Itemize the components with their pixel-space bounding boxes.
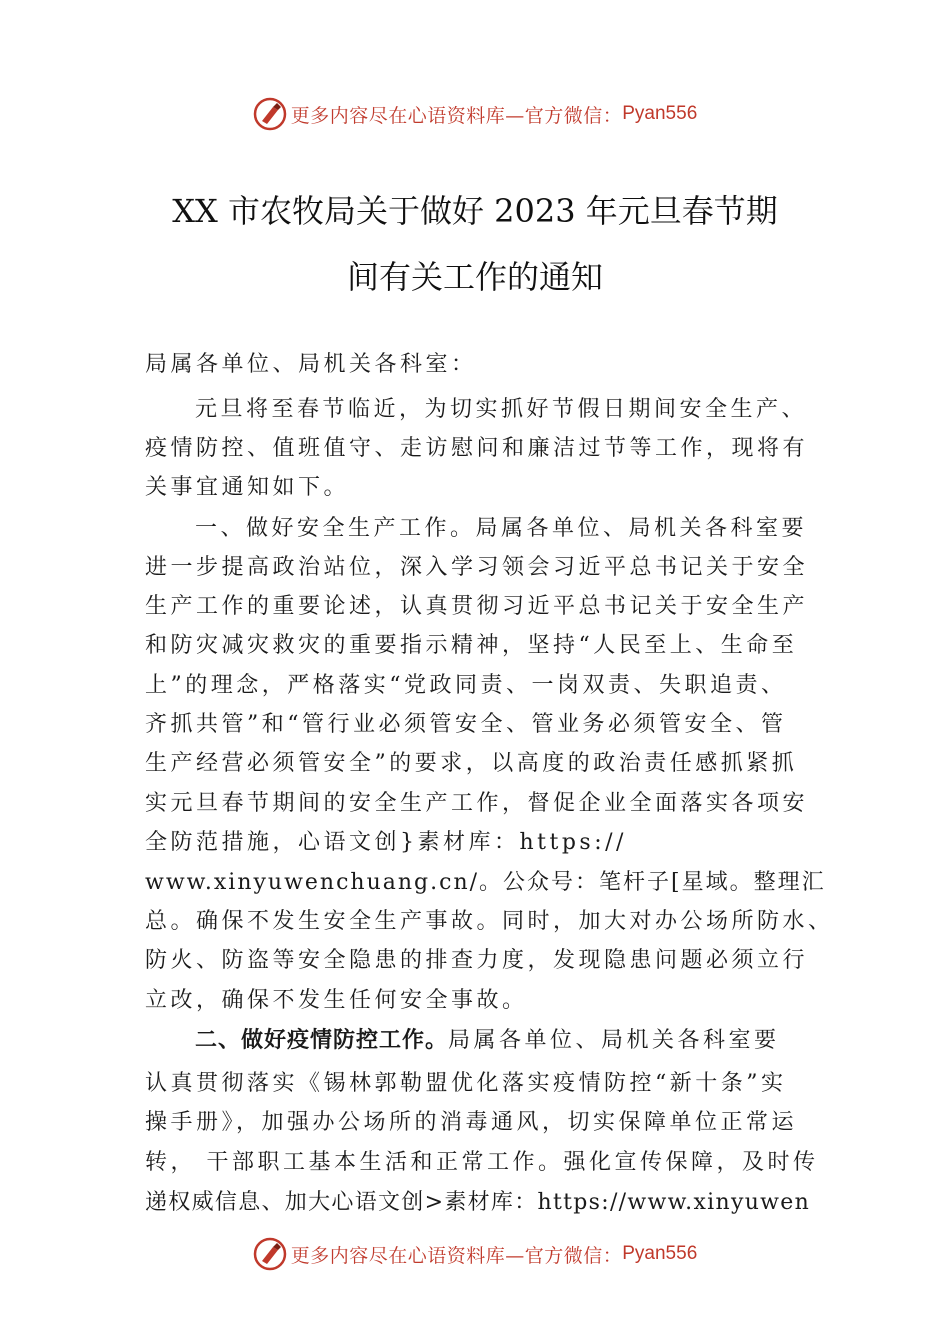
- body-line: 齐抓共管”和“管行业必须管安全、管业务必须管安全、管: [145, 712, 787, 737]
- body-line: 认真贯彻落实《锡林郭勒盟优化落实疫情防控“新十条”实: [145, 1071, 787, 1096]
- body-line: www.xinyuwenchuang.cn/。公众号：笔杆子[星域。整理汇: [145, 870, 826, 895]
- body-line: 生产工作的重要论述，认真贯彻习近平总书记关于安全生产: [145, 594, 809, 619]
- body-line: 转， 干部职工基本生活和正常工作。强化宣传保障，及时传: [145, 1150, 819, 1175]
- section-two-heading-rest: 局属各单位、局机关各科室要: [448, 1028, 780, 1053]
- body-line: 和防灾减灾救灾的重要指示精神，坚持“人民至上、生命至: [145, 633, 798, 658]
- section-one-heading-line: 一、做好安全生产工作。局属各单位、局机关各科室要: [195, 516, 808, 541]
- footer-banner: [0, 1232, 950, 1276]
- body-line: 总。确保不发生安全生产事故。同时，加大对办公场所防水、: [145, 909, 834, 934]
- section-two-line: [195, 1023, 780, 1054]
- body-line: 进一步提高政治站位，深入学习领会习近平总书记关于安全: [145, 555, 809, 580]
- banner-text: 更多内容尽在心语资料库—官方微信：: [290, 1244, 623, 1267]
- document-title-line-2: 间有关工作的通知: [346, 258, 603, 296]
- body-line: 递权威信息、加大心语文创>素材库：https://www.xinyuwen: [145, 1190, 811, 1215]
- banner-wechat-id: Pyan556: [622, 1243, 698, 1264]
- banner-text: 更多内容尽在心语资料库—官方微信：: [290, 104, 623, 127]
- body-line: 操手册》，加强办公场所的消毒通风，切实保障单位正常运: [145, 1110, 798, 1135]
- document-title-line-1: XX 市农牧局关于做好 2023 年元旦春节期: [172, 192, 778, 230]
- section-two-heading: 二、做好疫情防控工作。: [195, 1027, 449, 1052]
- brand-logo-icon: [253, 1237, 287, 1271]
- banner-wechat-id: Pyan556: [622, 103, 698, 124]
- body-line: 疫情防控、值班值守、走访慰问和廉洁过节等工作，现将有: [145, 436, 809, 461]
- body-line: 防火、防盗等安全隐患的排查力度，发现隐患问题必须立行: [145, 948, 809, 973]
- header-banner: [0, 92, 950, 136]
- body-line: 关事宜通知如下。: [145, 475, 350, 500]
- body-line: 生产经营必须管安全”的要求，以高度的政治责任感抓紧抓: [145, 751, 798, 776]
- body-line: 立改，确保不发生任何安全事故。: [145, 988, 528, 1013]
- body-line: 实元旦春节期间的安全生产工作，督促企业全面落实各项安: [145, 791, 809, 816]
- brand-logo-icon: [253, 97, 287, 131]
- body-line: 元旦将至春节临近，为切实抓好节假日期间安全生产、: [195, 397, 808, 422]
- body-line: 全防范措施，心语文创}素材库：https://: [145, 830, 627, 855]
- body-line: 上”的理念，严格落实“党政同责、一岗双责、失职追责、: [145, 673, 787, 698]
- salutation: 局属各单位、局机关各科室：: [145, 352, 477, 377]
